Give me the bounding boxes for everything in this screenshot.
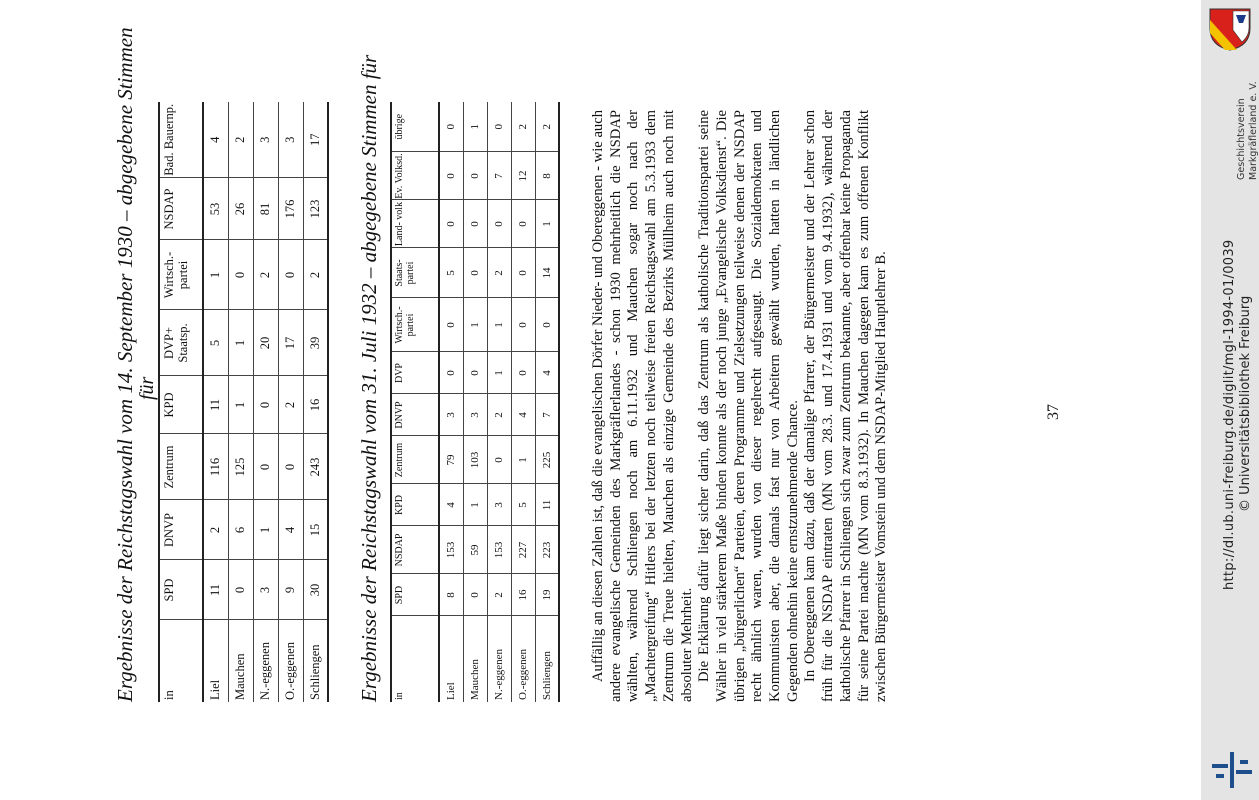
table-row — [278, 102, 303, 702]
table-cell: 223 — [535, 526, 559, 574]
table-cell: 0 — [487, 436, 511, 484]
table-cell: 7 — [487, 152, 511, 200]
header-cell: DVP — [391, 352, 439, 394]
header-cell: Land- volk — [391, 200, 439, 248]
header-cell: übrige — [391, 102, 439, 152]
university-library-logo — [1210, 750, 1254, 790]
copyright-notice: © Universitätsbibliothek Freiburg — [1238, 295, 1253, 512]
header-cell: KPD — [391, 484, 439, 526]
table-cell: 227 — [511, 526, 535, 574]
table-cell: 0 — [439, 200, 463, 248]
table-cell: 30 — [303, 560, 328, 620]
table-cell: 0 — [439, 152, 463, 200]
table-cell: 153 — [439, 526, 463, 574]
table-cell: 3 — [439, 394, 463, 436]
coat-of-arms-logo — [1207, 6, 1253, 52]
table-cell: 0 — [439, 298, 463, 352]
table1-caption-continuation: für — [136, 376, 158, 400]
table-cell: 1 — [463, 484, 487, 526]
table-cell: 12 — [511, 152, 535, 200]
table-cell: 17 — [278, 310, 303, 376]
table-cell: 116 — [203, 434, 228, 500]
table-cell: 0 — [487, 102, 511, 152]
table-cell: 2 — [535, 102, 559, 152]
table-cell: 4 — [439, 484, 463, 526]
table-cell: N.-eggenen — [487, 616, 511, 702]
header-cell: in — [391, 616, 439, 702]
table-cell: 11 — [203, 376, 228, 434]
table-row — [203, 102, 228, 702]
table-row — [463, 102, 487, 702]
table-cell: 0 — [253, 376, 278, 434]
table-cell: 0 — [228, 560, 253, 620]
table-cell: 4 — [511, 394, 535, 436]
header-cell: Wirtsch.- partei — [159, 240, 203, 310]
table-cell: 1 — [463, 298, 487, 352]
table-cell: 0 — [463, 152, 487, 200]
table-cell: 1 — [487, 298, 511, 352]
header-cell: DNVP — [159, 500, 203, 560]
header-cell: Wirtsch.- partei — [391, 298, 439, 352]
table-cell: 1 — [253, 500, 278, 560]
table-cell: 2 — [487, 394, 511, 436]
table-cell: 9 — [278, 560, 303, 620]
table-cell: 3 — [253, 560, 278, 620]
table-cell: 20 — [253, 310, 278, 376]
table-cell: 4 — [278, 500, 303, 560]
table-cell: 8 — [535, 152, 559, 200]
table-cell: 2 — [278, 376, 303, 434]
table-cell: 2 — [487, 248, 511, 298]
table-cell: 7 — [535, 394, 559, 436]
table-cell: 39 — [303, 310, 328, 376]
table-cell: Mauchen — [463, 616, 487, 702]
table-cell: 17 — [303, 102, 328, 178]
table-cell: 2 — [511, 102, 535, 152]
table-cell: 2 — [203, 500, 228, 560]
table-cell: 26 — [228, 178, 253, 240]
header-cell: Zentrum — [391, 436, 439, 484]
table-cell: 0 — [511, 200, 535, 248]
table-cell: 0 — [511, 352, 535, 394]
table-cell: 0 — [463, 248, 487, 298]
table-cell: 2 — [253, 240, 278, 310]
table-cell: 14 — [535, 248, 559, 298]
table1-caption: Ergebnisse der Reichstagswahl vom 14. September 1930 – abgegebene Stimmen — [113, 27, 137, 702]
table-cell: O.-eggenen — [278, 620, 303, 702]
table-cell: 0 — [278, 434, 303, 500]
table-cell: 0 — [228, 240, 253, 310]
table-cell: 1 — [487, 352, 511, 394]
header-cell: SPD — [159, 560, 203, 620]
table-cell: 5 — [439, 248, 463, 298]
paragraph: Die Erklärung dafür liegt sicher darin, daß das Zentrum als katholische Traditionspartei seine Wähler in viel stärkerem Maße binden konnte als der noch junge „Evangelische Volksdienst“. Die übrigen „bürgerlichen“ Parteien, deren Programme und Zielsetzungen teilweise denen der NSDAP recht ähnlich waren, wurden von dieser regelrecht aufgesaugt. Die Sozialdemokraten und Kommunisten aber, die damals fast nur von Arbeitern gewählt wurden, hatten in ländlichen Gegenden ohnehin keine ernstzunehmende Chance. — [696, 110, 801, 702]
header-cell: Zentrum — [159, 434, 203, 500]
table-cell: 0 — [487, 200, 511, 248]
table-cell: 176 — [278, 178, 303, 240]
table-header-row — [159, 102, 203, 702]
table-cell: 5 — [203, 310, 228, 376]
table-cell: 123 — [303, 178, 328, 240]
table-row — [228, 102, 253, 702]
table-cell: 0 — [511, 298, 535, 352]
table-cell: 1 — [228, 376, 253, 434]
table-row — [439, 102, 463, 702]
page-number: 37 — [1045, 404, 1062, 420]
table-cell: 16 — [511, 574, 535, 616]
table-header-row — [391, 102, 439, 702]
table-cell: 3 — [278, 102, 303, 178]
society-name-line1: Geschichtsverein — [1236, 98, 1247, 180]
table-cell: 8 — [439, 574, 463, 616]
table-cell: 1 — [203, 240, 228, 310]
table-row — [511, 102, 535, 702]
table-cell: 6 — [228, 500, 253, 560]
body-text — [590, 110, 891, 702]
paragraph: In Obereggenen kam dazu, daß der damalige Pfarrer, der Bürgermeister und der Lehrer schon früh für die NSDAP eintraten (MN vom 28.3. und 17.4.1931 und vom 9.4.1932), während der katholische Pfarrer in Schliengen sich zwar zum Zentrum bekannte, aber offenbar keine Propaganda für seine Partei machte (MN vom 8.3.1932). In Mauchen dagegen kam es zum offenen Konflikt zwischen Bürgermeister Vomstein und dem NSDAP-Mitglied Hauptlehrer B. — [802, 110, 890, 702]
table-cell: Schliengen — [535, 616, 559, 702]
table-cell: 2 — [228, 102, 253, 178]
table-cell: 11 — [203, 560, 228, 620]
table-cell: 3 — [487, 484, 511, 526]
table-cell: 16 — [303, 376, 328, 434]
table-cell: 0 — [439, 352, 463, 394]
table-cell: 0 — [463, 352, 487, 394]
table-cell: 1 — [511, 436, 535, 484]
table-cell: 4 — [203, 102, 228, 178]
table-cell: 0 — [511, 248, 535, 298]
table-cell: 81 — [253, 178, 278, 240]
table-cell: 0 — [535, 298, 559, 352]
table-cell: O.-eggenen — [511, 616, 535, 702]
table-cell: 225 — [535, 436, 559, 484]
table-row — [535, 102, 559, 702]
results-table-1932 — [390, 102, 560, 702]
table-cell: Schliengen — [303, 620, 328, 702]
table-cell: 125 — [228, 434, 253, 500]
header-cell: DVP+ Staatsp. — [159, 310, 203, 376]
table-cell: 19 — [535, 574, 559, 616]
table-cell: 103 — [463, 436, 487, 484]
table-cell: 53 — [203, 178, 228, 240]
table-cell: 1 — [535, 200, 559, 248]
results-table-1930 — [158, 102, 329, 702]
society-name-line2: Markgräflerland e. V. — [1248, 81, 1259, 180]
table-cell: 0 — [463, 574, 487, 616]
header-cell: KPD — [159, 376, 203, 434]
permalink-url[interactable]: http://dl.ub.uni-freiburg.de/diglit/mgl-1994-01/0039 — [1222, 239, 1237, 590]
header-cell: SPD — [391, 574, 439, 616]
table-cell: 0 — [463, 200, 487, 248]
header-cell: NSDAP — [159, 178, 203, 240]
table-cell: 153 — [487, 526, 511, 574]
table-cell: 243 — [303, 434, 328, 500]
table-cell: 15 — [303, 500, 328, 560]
table-cell: 2 — [303, 240, 328, 310]
table-cell: Liel — [439, 616, 463, 702]
table-row — [253, 102, 278, 702]
table-cell: 3 — [463, 394, 487, 436]
table-cell: 3 — [253, 102, 278, 178]
header-cell: DNVP — [391, 394, 439, 436]
table-cell: 1 — [228, 310, 253, 376]
table-cell: 1 — [463, 102, 487, 152]
table-cell: 5 — [511, 484, 535, 526]
paragraph: Auffällig an diesen Zahlen ist, daß die evangelischen Dörfer Nieder- und Obereggenen - wie auch andere evangelische Gemeinden des Markgräflerlandes - schon 1930 mehrheitlich die NSDAP wählten, während Schliengen noch am 6.11.1932 und Mauchen sogar noch nach der „Machtergreifung“ Hitlers bei der letzten noch teilweise freien Reichstagswahl am 5.3.1933 dem Zentrum die Treue hielten, Mauchen als einzige Gemeinde des Bezirks Müllheim auch noch mit absoluter Mehrheit. — [590, 110, 695, 702]
table-cell: 59 — [463, 526, 487, 574]
table-cell: 79 — [439, 436, 463, 484]
table-cell: 0 — [439, 102, 463, 152]
table-cell: Mauchen — [228, 620, 253, 702]
table-cell: N.-eggenen — [253, 620, 278, 702]
table2-caption: Ergebnisse der Reichstagswahl vom 31. Juli 1932 – abgegebene Stimmen für — [357, 54, 381, 702]
table-cell: 4 — [535, 352, 559, 394]
header-cell: Bad. Bauernp. — [159, 102, 203, 178]
table-cell: Liel — [203, 620, 228, 702]
table-cell: 0 — [278, 240, 303, 310]
table-row — [487, 102, 511, 702]
header-cell: NSDAP — [391, 526, 439, 574]
table-cell: 11 — [535, 484, 559, 526]
header-cell: Ev. Volksd. — [391, 152, 439, 200]
header-cell: in — [159, 620, 203, 702]
header-cell: Staats- partei — [391, 248, 439, 298]
table-cell: 2 — [487, 574, 511, 616]
table-cell: 0 — [253, 434, 278, 500]
table-row — [303, 102, 328, 702]
